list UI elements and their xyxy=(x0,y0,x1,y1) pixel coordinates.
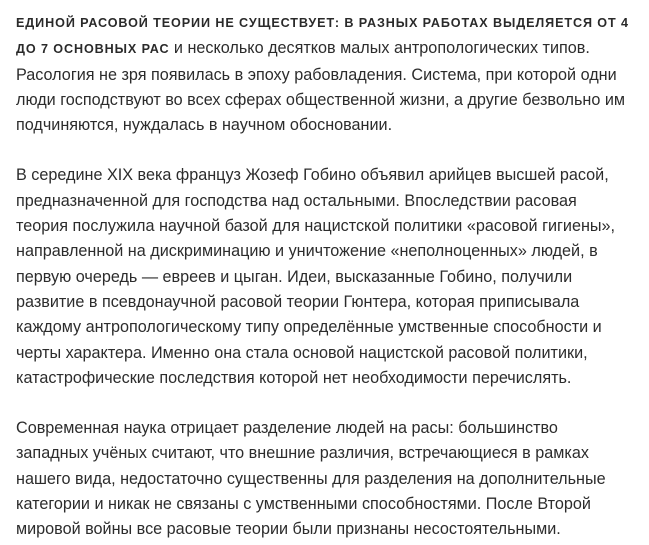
paragraph-1-text: и несколько десятков малых антропологических типов. Расология не зря появилась в эпоху рабовладения. Система, при которой одни люди господствуют во всех сферах общественной жизни, а другие безвольно им подчиняются, нуждалась в научном обосновании. xyxy=(16,39,625,135)
article-paragraph-1 xyxy=(16,10,631,138)
lead-caps-text: ЕДИНОЙ РАСОВОЙ ТЕОРИИ НЕ СУЩЕСТВУЕТ: В РАЗНЫХ РАБОТАХ ВЫДЕЛЯЕТСЯ ОТ 4 ДО 7 ОСНОВНЫХ РАС xyxy=(16,16,629,57)
article-paragraph-3: Современная наука отрицает разделение людей на расы: большинство западных учёных считают, что внешние различия, встречающиеся в рамках нашего вида, недостаточно существенны для разделения на дополнительные категории и никак не связаны с умственными способностями. После Второй мировой войны все расовые теории были признаны несостоятельными. xyxy=(16,419,606,539)
article-paragraph-2: В середине XIX века француз Жозеф Гобино объявил арийцев высшей расой, предназначенной для господства над остальными. Впоследствии расовая теория послужила научной базой для нацистской политики «расовой гигиены», направленной на дискриминацию и уничтожение «неполноценных» людей, в первую очередь — евреев и цыган. Идеи, высказанные Гобино, получили развитие в псевдонаучной расовой теории Гюнтера, которая приписывала каждому антропологическому типу определённые умственные способности и черты характера. Именно она стала основой нацистской расовой политики, катастрофические последствия которой нет необходимости перечислять. xyxy=(16,166,616,387)
